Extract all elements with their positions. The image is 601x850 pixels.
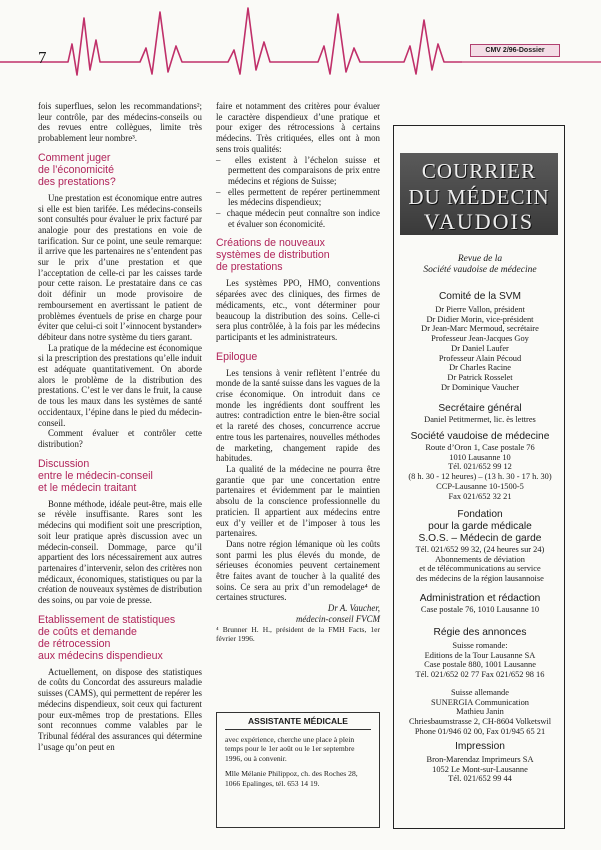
secretaire-name: Daniel Petitmermet, lic. ès lettres [424, 415, 536, 424]
secretaire-section [394, 403, 566, 425]
regie-line: Suisse romande: [452, 641, 508, 650]
heading-statistiques [38, 614, 202, 662]
bullet-text: chaque médecin peut connaître son indice et évaluer son économicité. [226, 208, 380, 229]
paragraph: Les systèmes PPO, HMO, conventions séparées avec des cliniques, des firmes de médicaments, etc., vont déterminer pour beaucoup la distribution des soins. Celle-ci sera plus contrôlée, à la fois par les médecins participants et les administrateurs. [216, 278, 380, 342]
revue-line: Société vaudoise de médecine [423, 265, 537, 275]
impression-line: Bron-Marendaz Imprimeurs SA [426, 755, 534, 764]
page-number: 7 [38, 48, 47, 67]
bullet-text: elles permettent de repérer pertinemment les médecins dispendieux; [227, 186, 381, 208]
section-title: Fondation [457, 509, 503, 520]
signature-title: médecin-conseil FVCM [295, 613, 380, 624]
svm-line: 1010 Lausanne 10 [449, 452, 511, 462]
heading-economicite [38, 152, 202, 188]
bullet-text: elles existent à l’échelon suisse et permettent des comparaisons de prix entre médecins et régions de Suisse; [228, 154, 380, 186]
comite-section [394, 291, 566, 392]
heading-line: et le médecin traitant [38, 481, 137, 494]
paragraph: faire et notamment des critères pour évaluer le caractère dispendieux d’une pratique et pour exiger des rétrocessions à certains médecins. Très critiquées, elles ont à mon sens trois qualités: [216, 101, 380, 154]
svm-line: CCP-Lausanne 10-1500-5 [436, 481, 524, 491]
section-title: pour la garde médicale [428, 521, 532, 532]
heading-line: Comment juger [38, 151, 111, 164]
impression-section [394, 741, 566, 784]
bullet-item: – elles existent à l’échelon suisse et permettent des comparaisons de prix entre médecins et régions de Suisse; [216, 154, 380, 186]
comite-member: Dr Didier Morin, vice-président [426, 314, 534, 324]
logo-line: COURRIER [421, 159, 537, 183]
bullet-item: – chaque médecin peut connaître son indice et évaluer son économicité. [216, 208, 380, 229]
ad-text: avec expérience, cherche une place à plein temps pour le 1er août ou le 1er septembre 1996, ou à convenir. [225, 734, 355, 763]
fondation-line: des médecins de la région lausannoise [416, 574, 544, 584]
regie-line: Chriesbaumstrasse 2, CH-8604 Volketswil [408, 716, 552, 726]
fondation-line: Tél. 021/652 99 32, (24 heures sur 24) [415, 545, 545, 554]
paragraph: Actuellement, on dispose des statistiques de coûts du Concordat des assureurs maladie suisses (CAMS), qui permettent de repérer les médecins dispendieux, soit ceux qui facturent pour eux-mêmes trop de prestations. Elles sont reconnues comme valables par le Tribunal fédéral des assurances qui détermine l’usage qu’on peut en [38, 666, 202, 752]
paragraph: Les tensions à venir reflètent l’entrée du monde de la santé suisse dans les vagues de la crise économique. On introduit dans ce monde les ingrédients dont souffrent les autres: contradiction entre le bien-être social et la rareté des choses, concurrence accrue entre tous les partenaires, nouvelles méthodes de marketing, changement rapide des habitudes. [216, 367, 380, 464]
comite-member: Dr Pierre Vallon, président [435, 305, 525, 314]
ecg-header-line [0, 0, 601, 80]
fondation-line: Abonnements de déviation [435, 554, 525, 564]
comite-member: Dr Jean-Marc Mermoud, secrétaire [421, 324, 539, 334]
section-title: S.O.S. – Médecin de garde [418, 533, 542, 544]
comite-member: Dr Daniel Laufer [451, 343, 509, 353]
admin-line: Case postale 76, 1010 Lausanne 10 [420, 605, 540, 614]
section-title: Impression [455, 741, 505, 752]
comite-member: Dr Patrick Rosselet [447, 372, 513, 382]
intro-paragraph: fois superflues, selon les recommandations²; leur contrôle, par des médecins-conseils ou des revues entre collègues, limite très probablement leur nombre³. [38, 101, 202, 144]
revue-line: Revue de la [457, 254, 503, 264]
section-title: Société vaudoise de médecine [410, 431, 550, 442]
classified-ad-box [216, 712, 380, 828]
heading-line: Etablissement de statistiques [38, 613, 176, 626]
paragraph: Dans notre région lémanique où les coûts sont parmi les plus élevés du monde, de sérieuses économies peuvent certainement être faites avant de toucher à la qualité des soins. Ce sera au prix d’un remodelage⁴ de certaines structures. [216, 538, 380, 603]
comite-member: Professeur Jean-Jacques Goy [431, 334, 529, 344]
left-column [38, 101, 202, 752]
impression-line: 1052 Le Mont-sur-Lausanne [432, 764, 528, 774]
regie-line: Case postale 880, 1001 Lausanne [424, 660, 536, 670]
heading-line: entre le médecin-conseil [38, 469, 153, 482]
bullet-item: – elles permettent de repérer pertinemment les médecins dispendieux; [216, 186, 381, 208]
revue-subtitle [394, 254, 566, 276]
logo-line: DU MÉDECIN [408, 185, 550, 209]
section-title: Secrétaire général [438, 403, 522, 414]
paragraph: Une prestation est économique entre autres si elle est bien tarifée. Les médecins-conseils sont consultés pour évaluer le prix facturé par analogie pour des prestations en voie de tarification. Sur ce point, une seule remarque: il arrive que les partenaires ne s’entendent pas sur le prix d’une prestation et que l’acceptation de celle-ci par les caisses tarde pour cette raison. Le prestataire dans ce cas doit définir un mode provisoire de remboursement en avertissant le patient de problèmes éventuels de prise en charge pour éviter que celui-ci soit l’«innocent bystander» débiteur dans notre système du tiers garant. [38, 192, 202, 342]
masthead-sidebar [393, 125, 565, 829]
admin-section [394, 593, 566, 615]
impression-line: Tél. 021/652 99 44 [448, 774, 512, 784]
comite-member: Dr Charles Racine [449, 363, 511, 373]
fondation-line: et de télécommunications au service [419, 564, 541, 574]
regie-line: Mathieu Janin [456, 707, 504, 717]
ad-contact: Mlle Mélanie Philippoz, ch. des Roches 28, 1066 Epalinges, tél. 653 14 19. [225, 769, 358, 788]
heading-line: de prestations [216, 261, 283, 274]
section-title: Administration et rédaction [419, 593, 541, 604]
heading-line: Créations de nouveaux [216, 237, 325, 250]
heading-line: systèmes de distribution [216, 249, 330, 262]
heading-epilogue [216, 351, 380, 363]
svm-section [394, 431, 566, 501]
paragraph: La pratique de la médecine est économique si la prescription des prestations qu’elle induit est adéquate quantitativement. On aborde alors le problème de la distribution des prestations. C’est le ver dans le fruit, la cause de tous les maux dans les systèmes de santé occidentaux, l’épine dans le pied du médecin-conseil. [38, 342, 202, 428]
regie-section [394, 627, 566, 736]
section-title: Comité de la SVM [438, 291, 522, 302]
middle-column [216, 101, 380, 644]
paragraph: Bonne méthode, idéale peut-être, mais elle se révèle insuffisante. Rares sont les médecins qui modifient soit une prescription, soit leur pratique après discussion avec un médecin-conseil. Dommage, parce qu’il appartient des lors nécessairement aux autres partenaires d’intervenir, selon des critères non médicaux, économiques, statistiques ou par la création de nouveaux systèmes de distribution des soins, ou par voie de presse. [38, 498, 202, 606]
heading-discussion [38, 458, 202, 494]
issue-label: CMV 2/96-Dossier [470, 44, 560, 57]
footnote: ⁴ Brunner H. H., président de la FMH Facts, 1er février 1996. [216, 624, 380, 644]
heading-line: de l’économicité [38, 163, 114, 176]
regie-line: Tél. 021/652 02 77 Fax 021/652 98 16 [415, 670, 545, 680]
svm-line: Tél. 021/652 99 12 [448, 462, 512, 472]
regie-line: Phone 01/946 02 00, Fax 01/945 65 21 [414, 726, 546, 736]
paragraph: Comment évaluer et contrôler cette distribution? [38, 428, 202, 449]
ad-title: ASSISTANTE MÉDICALE [225, 717, 371, 730]
heading-line: aux médecins dispendieux [38, 649, 163, 662]
paragraph: La qualité de la médecine ne pourra être garantie que par une concertation entre partenaires et évidemment par le maintien absolu de la conscience professionnelle du praticien. Il appartient aux médecins entre eux d’y veiller et de l’imposer à tous les partenaires. [216, 463, 380, 539]
journal-logo [400, 153, 558, 235]
fondation-section [394, 509, 566, 584]
regie-line: SUNERGIA Communication [431, 697, 529, 707]
heading-line: Discussion [38, 457, 90, 470]
comite-member: Professeur Alain Pécoud [438, 353, 522, 363]
heading-line: Epilogue [216, 350, 258, 363]
svm-line: Fax 021/652 32 21 [448, 491, 512, 501]
signature-name: Dr A. Vaucher, [327, 603, 380, 614]
heading-nouveaux-systemes [216, 237, 380, 273]
regie-line: Editions de la Tour Lausanne SA [424, 650, 536, 660]
heading-line: de rétrocession [38, 637, 111, 650]
svm-line: Route d’Oron 1, Case postale 76 [425, 443, 535, 452]
logo-line: VAUDOIS [423, 209, 535, 234]
section-title: Régie des annonces [433, 627, 527, 638]
heading-line: des prestations? [38, 175, 116, 188]
heading-line: de coûts et demande [38, 625, 137, 638]
regie-line: Suisse allemande [451, 687, 509, 697]
svm-line: (8 h. 30 - 12 heures) – (13 h. 30 - 17 h. 30) [408, 472, 552, 482]
comite-member: Dr Dominique Vaucher [441, 382, 519, 392]
